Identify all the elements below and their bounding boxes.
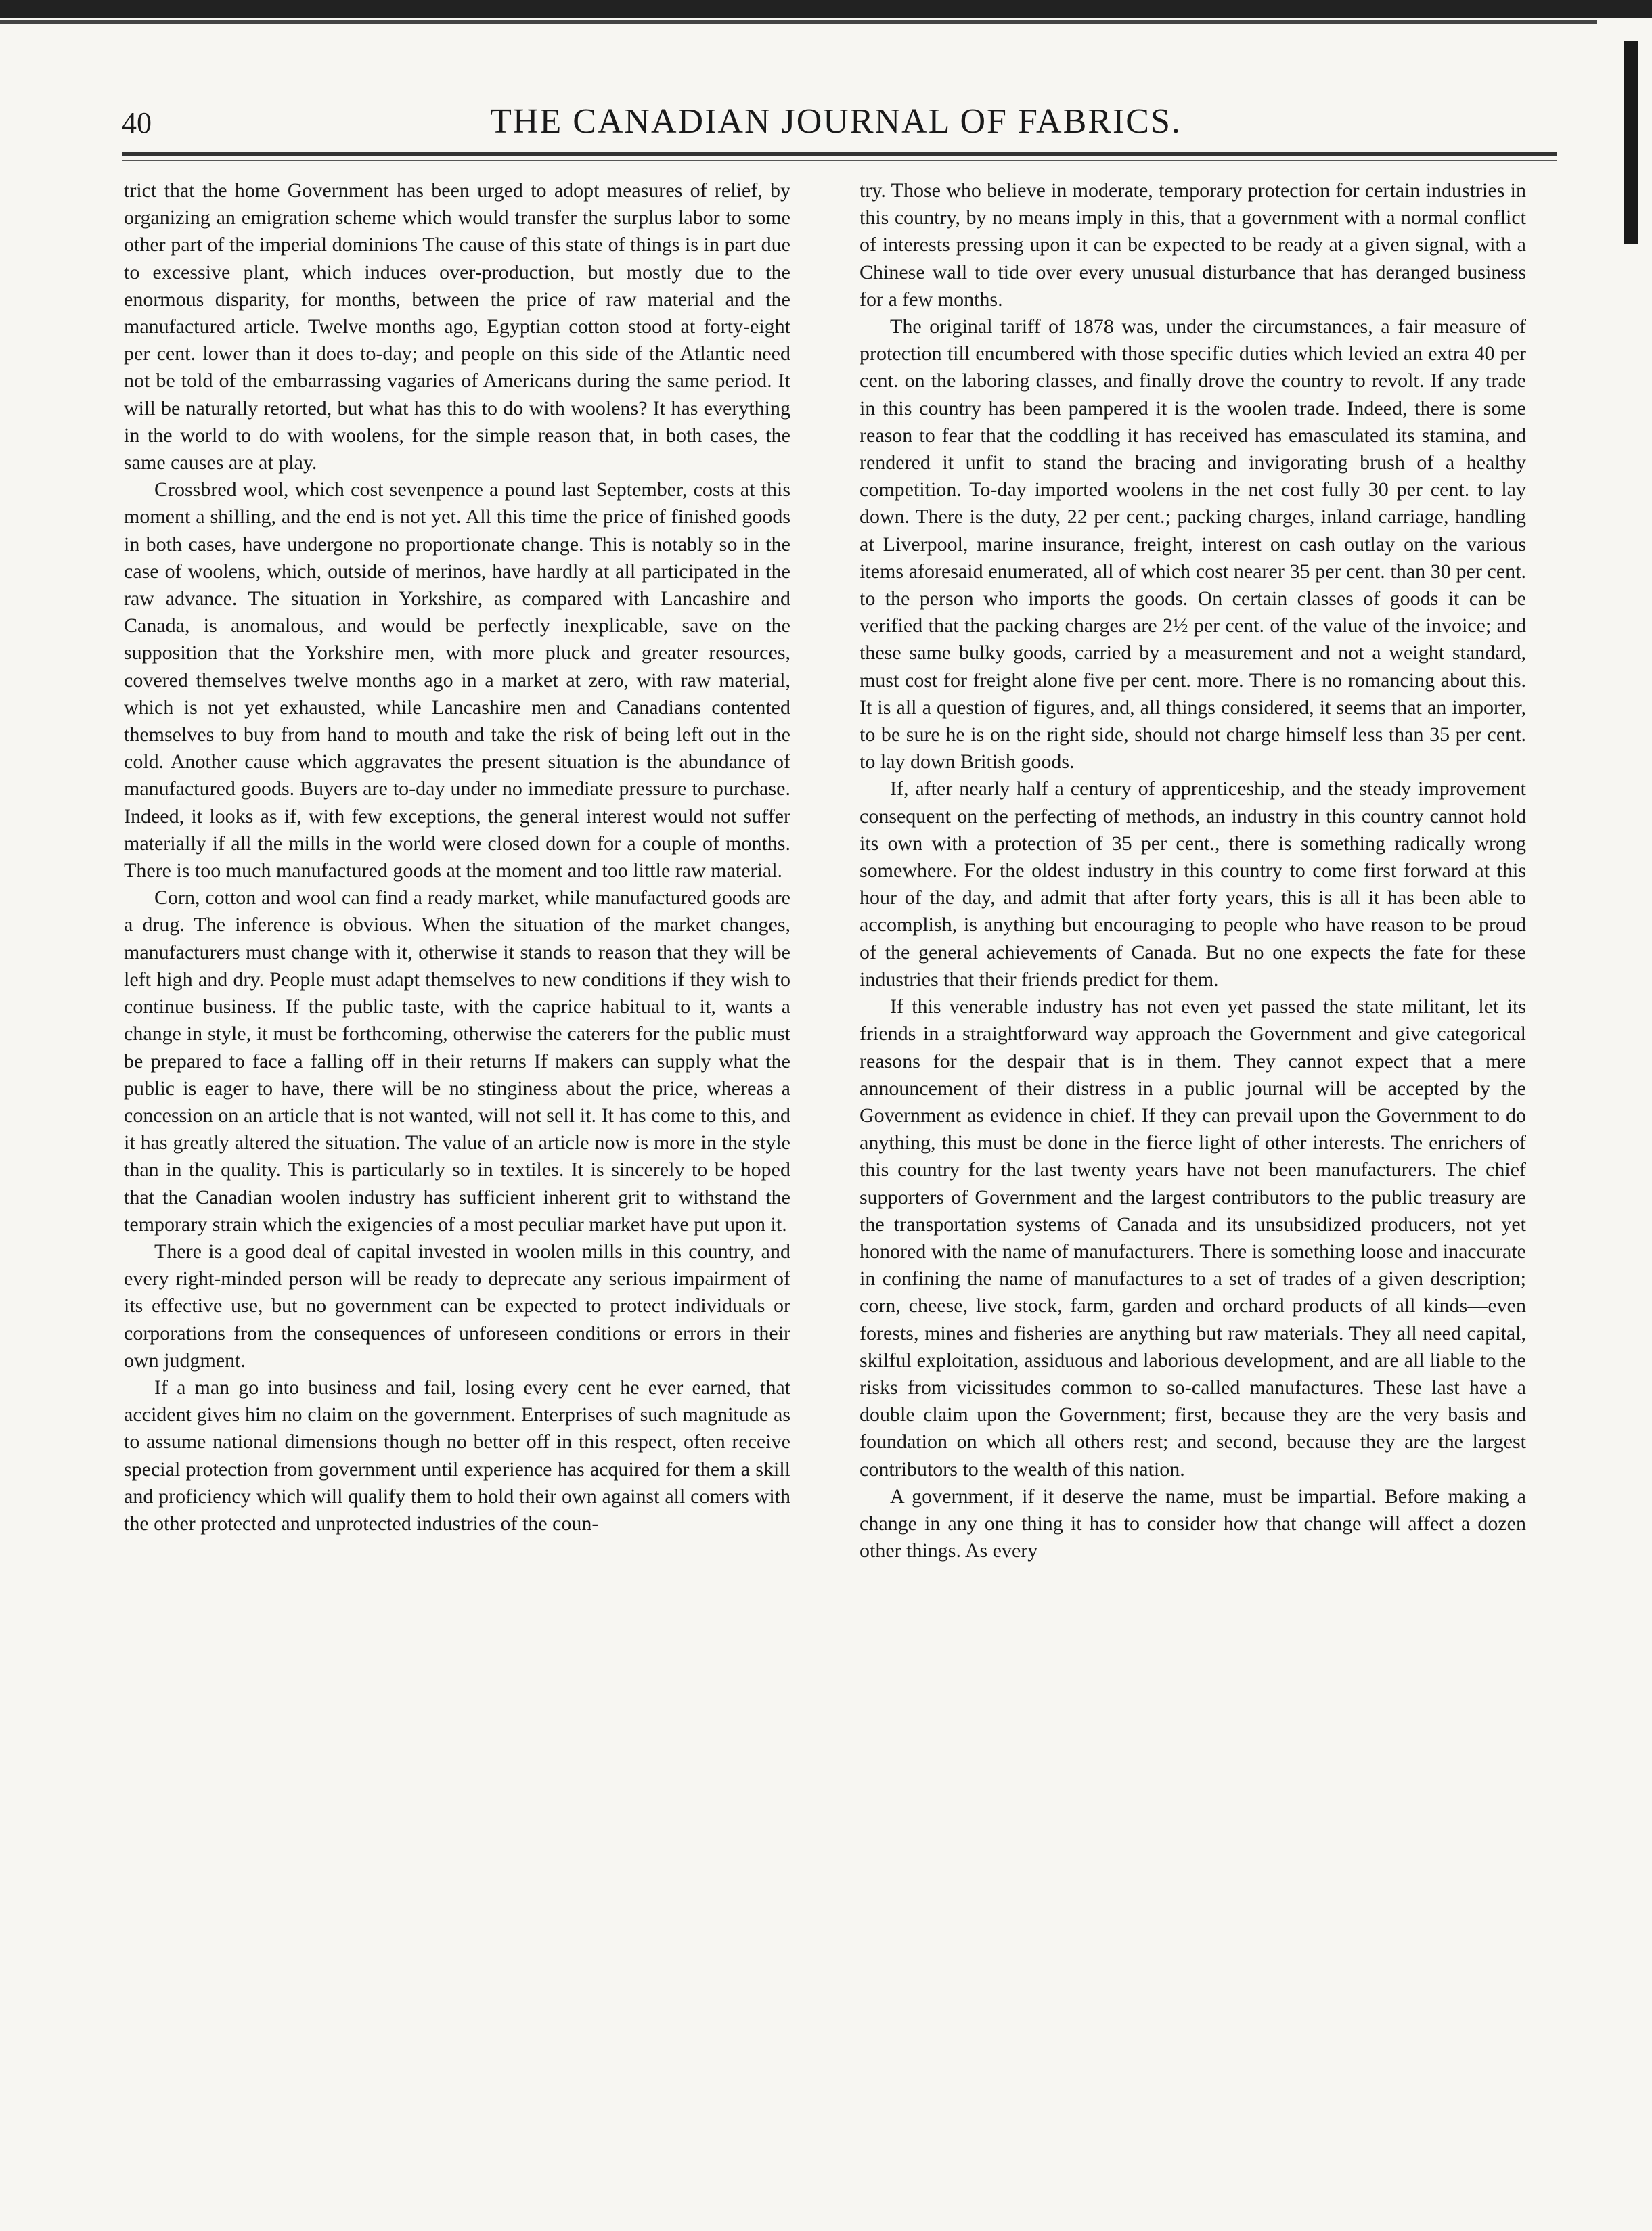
right-column [860, 177, 1526, 1564]
paragraph: trict that the home Government has been urged to adopt measures of relief, by organizing an emigration scheme which would transfer the surplus labor to some other part of the imperial dominions The cause of this state of things is in part due to excessive plant, which induces over-production, but mostly due to the enormous disparity, for months, between the price of raw material and the manufactured article. Twelve months ago, Egyptian cotton stood at forty-eight per cent. lower than it does to-day; and people on this side of the Atlantic need not be told of the embarrassing vagaries of Americans during the same period. It will be naturally retorted, but what has this to do with woolens? It has everything in the world to do with woolens, for the simple reason that, in both cases, the same causes are at play. [124, 179, 790, 474]
paragraph: try. Those who believe in moderate, temporary protection for certain industries in this country, by no means imply in this, that a government with a normal conflict of interests pressing upon it can be expected to be ready at a given signal, with a Chinese wall to tide over every unusual disturbance that has deranged business for a few months. [860, 179, 1526, 311]
paragraph: The original tariff of 1878 was, under the circumstances, a fair measure of protection till encumbered with those specific duties which levied an extra 40 per cent. on the laboring classes, and finally drove the country to revolt. If any trade in this country has been pampered it is the woolen trade. Indeed, there is some reason to fear that the coddling it has received has emasculated its stamina, and rendered it unfit to stand the bracing and invigorating brush of a healthy competition. To-day imported woolens in the net cost fully 30 per cent. to lay down. There is the duty, 22 per cent.; packing charges, inland carriage, handling at Liverpool, marine insurance, freight, interest on cash outlay on the various items aforesaid enumerated, all of which cost nearer 35 per cent. than 30 per cent. to the person who imports the goods. On certain classes of goods it can be verified that the packing charges are 2½ per cent. of the value of the invoice; and these same bulky goods, carried by a measurement and not a weight standard, must cost for freight alone five per cent. more. There is no romancing about this. It is all a question of figures, and, all things considered, it seems that an importer, to be sure he is on the right side, should not charge himself less than 35 per cent. to lay down British goods. [860, 315, 1526, 773]
left-column [124, 177, 790, 1537]
page-header [115, 102, 1557, 149]
paragraph: Corn, cotton and wool can find a ready market, while manufactured goods are a drug. The inference is obvious. When the situation of the market changes, manufacturers must change with it, otherwise it stands to reason that they will be left high and dry. People must adapt themselves to new conditions if they wish to continue business. If the public taste, with the caprice habitual to it, wants a change in style, it must be forthcoming, otherwise the caterers for the public must be prepared to face a falling off in their returns If makers can supply what the public is eager to have, there will be no stinginess about the price, whereas a concession on an article that is not wanted, will not sell it. It has come to this, and it has greatly altered the situation. The value of an article now is more in the style than in the quality. This is particularly so in textiles. It is sincerely to be hoped that the Canadian woolen industry has sufficient inherent grit to withstand the temporary strain which the exigencies of a most peculiar market have put upon it. [124, 886, 790, 1236]
paragraph: If a man go into business and fail, losing every cent he ever earned, that accident gives him no claim on the government. Enterprises of such magnitude as to assume national dimensions though no better off in this respect, often receive special protection from government until experience has acquired for them a skill and proficiency which will qualify them to hold their own against all comers with the other protected and unprotected industries of the coun- [124, 1376, 790, 1535]
top-border-rule-thin [0, 20, 1597, 24]
paragraph: If, after nearly half a century of apprenticeship, and the steady improvement consequent on the perfecting of methods, an industry in this country cannot hold its own with a protection of 35 per cent., there is something radically wrong somewhere. For the oldest industry in this country to come first forward at this hour of the day, and admit that after forty years, this is all it has been able to accomplish, is anything but encouraging to people who have reason to be proud of the general achievements of Canada. But no one expects the fate for these industries that their friends predict for them. [860, 778, 1526, 991]
top-border-rule [0, 0, 1652, 18]
header-rule [122, 152, 1557, 156]
page-edge-mark [1624, 41, 1638, 244]
paragraph: Crossbred wool, which cost sevenpence a pound last September, costs at this moment a shilling, and the end is not yet. All this time the price of finished goods in both cases, have undergone no proportionate change. This is notably so in the case of woolens, which, outside of merinos, have hardly at all participated in the raw advance. The situation in Yorkshire, as compared with Lancashire and Canada, is anomalous, and would be perfectly inexplicable, save on the supposition that the Yorkshire men, with more pluck and greater resources, covered themselves twelve months ago in a market at zero, with raw material, which is not yet exhausted, while Lancashire men and Canadians contented themselves to buy from hand to mouth and take the risk of being left out in the cold. Another cause which aggravates the present situation is the abundance of manufactured goods. Buyers are to-day under no immediate pressure to purchase. Indeed, it looks as if, with few exceptions, the general interest would not suffer materially if all the mills in the world were closed down for a couple of months. There is too much manufactured goods at the moment and too little raw material. [124, 478, 790, 882]
journal-title: THE CANADIAN JOURNAL OF FABRICS. [490, 102, 1182, 141]
paragraph: If this venerable industry has not even yet passed the state militant, let its friends in a straightforward way approach the Government and give categorical reasons for the despair that is in them. They cannot expect that a mere announcement of their distress in a public journal will be accepted by the Government as evidence in chief. If they can prevail upon the Government to do anything, this must be done in the fierce light of other interests. The enrichers of this country for the last twenty years have not been manufacturers. The chief supporters of Government and the largest contributors to the public treasury are the transportation systems of Canada and its unsubsidized producers, not yet honored with the name of manufacturers. There is something loose and inaccurate in confining the name of manufactures to a set of trades of a given description; corn, cheese, live stock, farm, garden and orchard products of all kinds—even forests, mines and fisheries are anything but raw materials. They all need capital, skilful exploitation, assiduous and laborious development, and are all liable to the risks from vicissitudes common to so-called manufactures. These last have a double claim upon the Government; first, because they are the very basis and foundation on which all others rest; and second, because they are the largest contributors to the wealth of this nation. [860, 995, 1526, 1481]
paragraph: A government, if it deserve the name, must be impartial. Before making a change in any one thing it has to consider how that change will affect a dozen other things. As every [860, 1485, 1526, 1562]
header-rule-thin [122, 160, 1557, 161]
page-number: 40 [122, 106, 152, 139]
paragraph: There is a good deal of capital invested in woolen mills in this country, and every right-minded person will be ready to deprecate any serious impairment of its effective use, but no government can be expected to protect individuals or corporations from the consequences of unforeseen conditions or errors in their own judgment. [124, 1240, 790, 1372]
